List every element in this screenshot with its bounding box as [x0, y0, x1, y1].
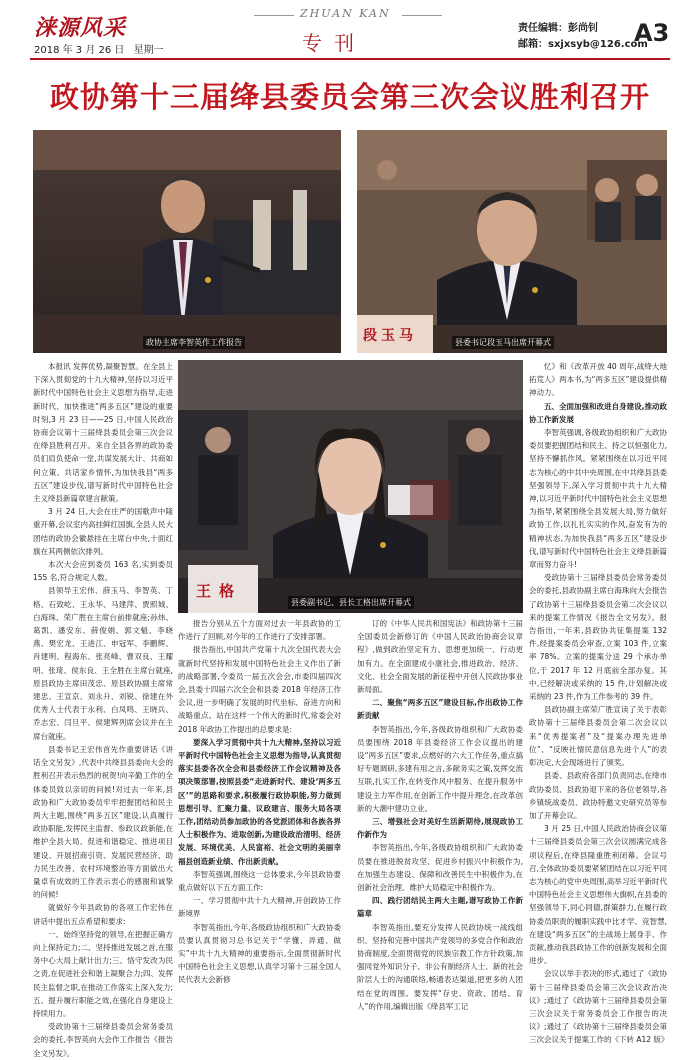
photo-county-head-caption: 县委副书记、县长工格出席开幕式	[288, 596, 414, 609]
col1-para-5: 县委书记王宏伟首先作重要讲话《讲话全文另发》,代表中共绛县县委向大会的胜利召开表示热烈的祝贺!向辛勤工作的全体委员致以亲切的问候!对过去一年来,县政协和广大政协委员牢牢把握团结和民主两大主题,围绕“两多五区”建设,认真履行政协职能,发挥民主监督、参政议政新能,在维护全县大局、促进和谐稳定、推进项目建设、开展招商引资、发展民营经济、助力民生改善、农村环境整治等方面做出大量卓有成效的工作表示衷心的感谢和诚挚的问候!	[33, 744, 173, 900]
article-column-3	[357, 617, 523, 1011]
section-title: 专刊	[302, 31, 366, 55]
photo-secretary	[357, 130, 667, 353]
editor-name: 彭尚钊	[568, 23, 598, 34]
col3-para-1: 订的《中华人民共和国宪法》和政协第十三届全国委员会新修订的《中国人民政治协商会议章程》,做到政治坚定有力、思想更加统一、行动更加有力。在全面建成小康社会,推进政治、经济、文化、社会全面发展的新征程中开创人民政协事业新局面。	[357, 619, 523, 695]
photo-secretary-image	[357, 130, 667, 353]
issue-date: 2018 年 3 月 26 日	[34, 45, 125, 56]
issue-weekday: 星期一	[133, 45, 164, 56]
article-column-1	[33, 360, 173, 1058]
col4-para-7: 3 月 25 日,中国人民政治协商会议第十三届绛县委员会第三次会议圆满完成各项议程后,在绛县隆重胜利闭幕。会议号召,全体政协委员要紧紧团结在以习近平同志为核心的党中央周围,高举习近平新时代中国特色社会主义思想伟大旗帜,在县委的坚强领导下,同心同德,群策群力,在履行政协委员职责的履职实践中比才学、竞智慧,在建设“两多五区”的主战场上展身手、作贡献,推动我县政协工作的创新发展和全面进步。	[529, 824, 667, 966]
col1-para-1: 本报讯 发挥优势,凝聚智慧。在全县上下深入贯彻党的十九大精神,坚持以习近平新时代中国特色社会主义思想为指导,走进新时代、加快推进“两多五区”建设的重要时刻,3 月 23 日——25 日,中国人民政治协商会议第十三届绛县委员会第三次会议在绛县胜利召开。来自全县各界的政协委员们肩负使命一堂,共谋发展大计、共商如何立策、共话家乡情怀,为加快我县“两多五区”建设步伐,谱写新时代中国特色社会主义绛县新篇章建言献策。	[33, 362, 173, 504]
masthead: 涞源风采	[34, 15, 127, 41]
col2-para-6: 李智英指出,今年,各级政协组织和广大政协委员要认真贯彻习总书记关于“学懂、弄通、做实”中共十九大精神的重要指示,全面贯彻新时代中国特色社会主义思想,认真学习第十三届全国人民代表大会新修	[178, 922, 341, 985]
article-column-4	[529, 360, 669, 1045]
photo-county-head	[178, 360, 523, 613]
headline: 政协第十三届绛县委员会第三次会议胜利召开	[49, 80, 650, 114]
editor-label: 责任编辑：	[518, 23, 568, 34]
email-address[interactable]: sxjxsyb@126.com	[548, 39, 648, 50]
photo-secretary-caption: 县委书记段玉马出席开幕式	[452, 336, 554, 349]
section-rule-right	[402, 15, 442, 16]
section-rule-left	[254, 15, 294, 16]
col3-para-5: 李智英指出,今年,各级政协组织和广大政协委员要在推进脱贫攻坚、促进乡村振兴中积极作为,在加强生态建设、保障和改善民生中积极作为,在创新社会治理、维护大局稳定中积极作为。	[357, 843, 523, 893]
editor-info	[518, 21, 648, 53]
col1-para-8: 受政协第十三届绛县委员会常务委员会的委托,李智英向大会作工作报告《报告全文另发》。	[33, 1022, 173, 1058]
col4-para-1: 忆》和《改革开放 40 周年,战绛大地拓荒人》两本书,为“两多五区”建设提供精神动力。	[529, 362, 667, 398]
col3-para-2: 二、聚焦“两多五区”建设目标,作出政协工作新贡献	[357, 698, 523, 721]
col1-para-4: 县领导王宏伟、薛玉马、李智英、丁格、石致屹、王永华、马建萍、贾照城、白海珠、荣广胜在主席台前排就座;孙炜、葛凯、潘安东、薛俊娟、郭文魁、李晓燕、樊宏龙、王进江、申冠军、李鹏辉、肖建明、程海东、张亮峰、曹双良、王耀明、张琦、侯东良、王全胜在主席台就座,原县政协主席田茂忠、原县政协副主席常建忠、王宣京、刘永升、刘锐、徐建在外优秀人士代表于永利、白凤鸣、王晓兵、乔志宏、闫旦平、侯建辉列席会议并在主席台就座。	[33, 586, 173, 741]
col3-para-7: 李智英指出,要充分发挥人民政协统一战线组织、坚持和完善中国共产党领导的多党合作和政治协商制度,全面贯彻党的民族宗教工作方针政策,加强同党外知识分子、非公有制经济人士、新的社会阶层人士的沟通联络,畅通表达渠道,把更多的人团结在党的周围。要发挥“存史、资政、团结、育人”的作用,编辑出版《绛县军工记	[357, 922, 523, 1011]
col2-para-1: 报告分别从五个方面对过去一年县政协的工作进行了回顾,对今年的工作进行了安排部署。	[178, 619, 341, 642]
dateline	[34, 41, 170, 56]
photo-speaker	[33, 130, 341, 353]
col1-para-6: 就做好今年县政协的各项工作宏伟在讲话中提出五点希望和要求:	[33, 903, 173, 926]
section-en: ZHUAN KAN	[300, 7, 391, 20]
col4-para-6: 县委、县政府各部门负责同志,在绛市政协委员、县政协退下来的各位老领导,各乡镇统战委员、政协特邀文史研究员等参加了开幕会议。	[529, 771, 667, 820]
col2-para-3: 要深入学习贯彻中共十九大精神,坚持以习近平新时代中国特色社会主义思想为指导,认真贯彻落实县委各次全会和县委经济工作会议精神及各项决策部署,按照县委“走进新时代、建设‘两多五区’”的思路和要求,积极履行政协职能,努力做到思想引导、汇聚力量、议政建言、服务大局各项工作,团结动员参加政协的各党派团体和各族各界人士积极作为、进取创新,为建设政治清明、经济发展、环境优美、人民富裕、社会文明的美丽幸福县创造新业绩、作出新贡献。	[178, 737, 341, 866]
col4-para-2: 五、全面加强和改进自身建设,推动政协工作新发展	[529, 401, 667, 424]
col3-para-3: 李智英指出,今年,各级政协组织和广大政协委员要围绕 2018 年县委经济工作会议提出的建设“两多五区”要求,点燃好的六大工作任务,重点搞好专题调研,多建有用之言,多献务实之策,发挥交流互联,扎实工作,在转变作风中服务、在提升服务中建设主力军作用,在创新工作中提升理念,在改革创新的大潮中建功立业。	[357, 724, 523, 813]
name-plate-center: 王格	[196, 582, 243, 600]
col3-para-4: 三、增强社会对美好生活新期待,展现政协工作新作为	[357, 817, 523, 840]
col4-para-3: 李智英强调,各级政协组织和广大政协委员要把握团结和民主、持之以恒强化力,坚持不懈抓作风。紧紧围绕在以习近平同志为核心的中共中央周围,在中共绛县县委坚强领导下,深入学习贯彻中共十九大精神,以习近平新时代中国特色社会主义思想为指导,紧紧围绕全县发展大局,努力做好政协工作,以扎扎实实的作风,奋发有为的精神状态,为加快我县“两多五区”建设步伐,谱写新时代中国特色社会主义绛县新篇章而努力奋斗!	[529, 428, 667, 570]
photo-speaker-caption: 政协主席李智英作工作报告	[143, 336, 245, 349]
col4-para-5: 县政协副主席荣广胜宣读了关于表彰政协第十三届绛县委员会第二次会议以来“优秀提案者”及“提案办理先进单位”、“反映社情民意信息先进个人”的表彰决定,大会现场进行了颁奖。	[529, 705, 667, 768]
col2-para-5: 一、学习贯彻中共十九大精神,开创政协工作新境界	[178, 896, 341, 919]
col2-para-2: 报告指出,中国共产党第十九次全国代表大会就新时代坚持和发展中国特色社会主义作出了新的战略部署,令委员一届五次会会,市委四届四次会,县委十四届六次全会和县委 2018 年经济工作会议,进一步明确了发展的时代坐标、奋进方向和战略重点。站在这样一个伟大的新时代,常委会对 2018 年政协工作提出的总要求是:	[178, 645, 341, 734]
col4-para-4: 受政协第十三届绛县委员会常务委员会的委托,县政协副主席白海珠向大会报告了政协第十三届绛县委员会第二次会议以来的提案工作情况《报告全文另发》。报告指出,一年来,县政协共征集提案 132 件,经提案委员会审查,立案 103 件,立案率 78%。立案的提案分送 29 个承办单位,于 2017 年 12 月底前全部办复。其中,已经解决或采纳的 15 件,计划解决或采纳的 23 件,作为工作参考的 39 件。	[529, 573, 667, 702]
email-label: 邮箱：	[518, 39, 548, 50]
col1-para-2: 3 月 24 日,大会在庄严的国歌声中隆重开幕,会议室内高挂鲜红国旗,全县人民大团结的政协会徽悬挂在主席台中央,十面红旗在其两侧依次排列。	[33, 507, 173, 556]
col4-para-8: 会议以举手表决的形式,通过了《政协第十三届绛县委员会第三次会议政治决议》;通过了《政协第十三届绛县委员会第三次会议关于常务委员会工作报告的决议》;通过了《政协第十三届绛县委员会第三次会议关于提案工作的《下转 A12 版》	[529, 969, 669, 1045]
header-rule	[30, 58, 670, 60]
col2-para-4: 李智英强调,围绕这一总体要求,今年县政协要重点做好以下五方面工作:	[178, 869, 341, 893]
col1-para-3: 本次大会应到委员 163 名,实到委员 155 名,符合规定人数。	[33, 560, 173, 583]
page-header	[0, 0, 700, 58]
col3-para-6: 四、践行团结民主两大主题,谱写政协工作新篇章	[357, 896, 523, 919]
page-number: A3	[634, 19, 670, 47]
photo-speaker-image	[33, 130, 341, 353]
col1-para-7: 一、始终坚持党的领导,在把握正确方向上保持定力;二、坚持推进发展之首,在服务中心大局上献计出力;三、恪守发改为民之责,在促进社会和谐上凝聚合力;四、发挥民主监督之职,在推动工作落实上深入发力;五、提升履行职能之效,在强化自身建设上持续用力。	[33, 929, 173, 1018]
article-column-2	[178, 617, 341, 985]
photo-county-head-image	[178, 360, 523, 613]
name-plate-right: 段玉马	[363, 328, 417, 344]
